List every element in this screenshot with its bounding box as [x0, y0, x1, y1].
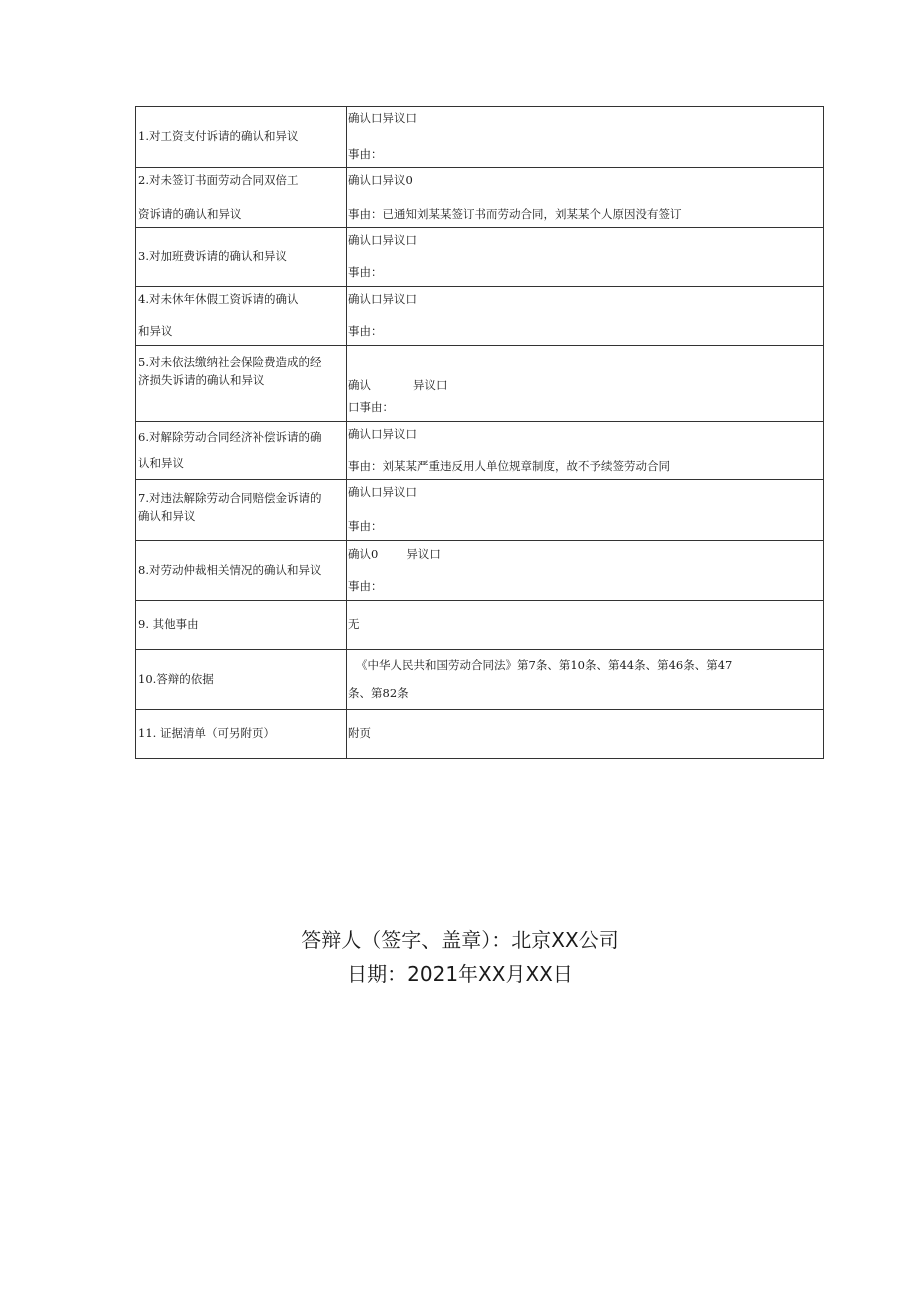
- table-row: [136, 168, 824, 228]
- table-row: [136, 287, 824, 346]
- respondent-signature: 答辩人（签字、盖章）：北京XX公司: [301, 928, 619, 952]
- reason-text: 事由：: [348, 519, 383, 534]
- item-label: [136, 541, 347, 601]
- item-label: [136, 480, 347, 541]
- reason-text: 事由：已通知刘某某签订书而劳动合同，刘某某个人原因没有签订: [348, 206, 682, 221]
- item-label: [136, 287, 347, 346]
- item-label-text: 确认和异议: [138, 508, 196, 523]
- table-row: [136, 480, 824, 541]
- table-row: [136, 650, 824, 710]
- table-row: [136, 541, 824, 601]
- confirm-option: 确认0: [348, 546, 379, 561]
- item-label-text: 认和异议: [138, 455, 184, 470]
- confirm-objection-options: 确认口异议口: [348, 292, 417, 306]
- item-label-text: 6.对解除劳动合同经济补偿诉请的确: [138, 429, 322, 444]
- table-row: [136, 228, 824, 287]
- legal-basis-text: 《中华人民共和国劳动合同法》第7条、第10条、第44条、第46条、第47: [356, 657, 733, 672]
- reason-text: 口事由：: [348, 400, 394, 415]
- response-cell: [347, 541, 824, 601]
- item-label-text: 9. 其他事由: [138, 617, 199, 632]
- item-label: [136, 422, 347, 480]
- item-label: [136, 107, 347, 168]
- item-label: [136, 710, 347, 759]
- reason-text: 事由：: [348, 324, 383, 339]
- confirm-option: 确认: [348, 378, 371, 393]
- item-label-text: 资诉请的确认和异议: [138, 206, 242, 221]
- response-cell: [347, 422, 824, 480]
- item-label-text: 7.对违法解除劳动合同赔偿金诉请的: [138, 491, 322, 505]
- confirm-objection-options: 确认口异议口: [348, 111, 417, 125]
- item-label-text: 2.对未签订书面劳动合同双倍工: [138, 172, 299, 187]
- reason-text: 事由：刘某某严重违反用人单位规章制度，故不予续签劳动合同: [348, 458, 670, 473]
- table-row: [136, 346, 824, 422]
- table-row: [136, 601, 824, 650]
- item-label-text: 11. 证据清单（可另附页）: [138, 726, 275, 741]
- confirm-objection-options: 确认口异议0: [348, 172, 413, 187]
- response-cell: [347, 107, 824, 168]
- defense-form-table: [135, 106, 824, 759]
- response-cell: [347, 228, 824, 287]
- confirm-objection-options: [348, 377, 822, 395]
- reason-text: 事由：: [348, 147, 383, 162]
- item-label: [136, 650, 347, 710]
- response-cell: [347, 346, 824, 422]
- item-label-text: 8.对劳动仲裁相关情况的确认和异议: [138, 562, 322, 577]
- item-label-text: 5.对未依法缴纳社会保险费造成的经: [138, 355, 322, 369]
- response-cell: [347, 480, 824, 541]
- item-label-text: 和异议: [138, 324, 173, 339]
- item-label: [136, 601, 347, 650]
- confirm-objection-options: [348, 546, 822, 564]
- item-label: [136, 168, 347, 228]
- signature-date: 日期：2021年XX月XX日: [347, 962, 573, 986]
- confirm-objection-options: 确认口异议口: [348, 426, 417, 441]
- other-matters-value: 无: [348, 617, 360, 632]
- item-label-text: 4.对未休年休假工资诉请的确认: [138, 292, 299, 306]
- confirm-objection-options: 确认口异议口: [348, 485, 417, 499]
- response-cell: [347, 601, 824, 650]
- item-label: [136, 346, 347, 422]
- objection-option: 异议口: [413, 378, 448, 393]
- response-cell: [347, 710, 824, 759]
- legal-basis-text: 条、第82条: [348, 685, 409, 700]
- response-cell: [347, 650, 824, 710]
- evidence-list-value: 附页: [348, 726, 371, 741]
- item-label: [136, 228, 347, 287]
- table-row: [136, 422, 824, 480]
- response-cell: [347, 168, 824, 228]
- item-label-text: 济损失诉请的确认和异议: [138, 372, 265, 387]
- table-row: [136, 710, 824, 759]
- table-row: [136, 107, 824, 168]
- objection-option: 异议口: [406, 546, 441, 561]
- item-label-text: 3.对加班费诉请的确认和异议: [138, 249, 287, 264]
- confirm-objection-options: 确认口异议口: [348, 233, 417, 247]
- reason-text: 事由：: [348, 265, 383, 280]
- reason-text: 事由：: [348, 578, 383, 593]
- response-cell: [347, 287, 824, 346]
- item-label-text: 10.答辩的依据: [138, 671, 214, 686]
- item-label-text: 1.对工资支付诉请的确认和异议: [138, 129, 299, 144]
